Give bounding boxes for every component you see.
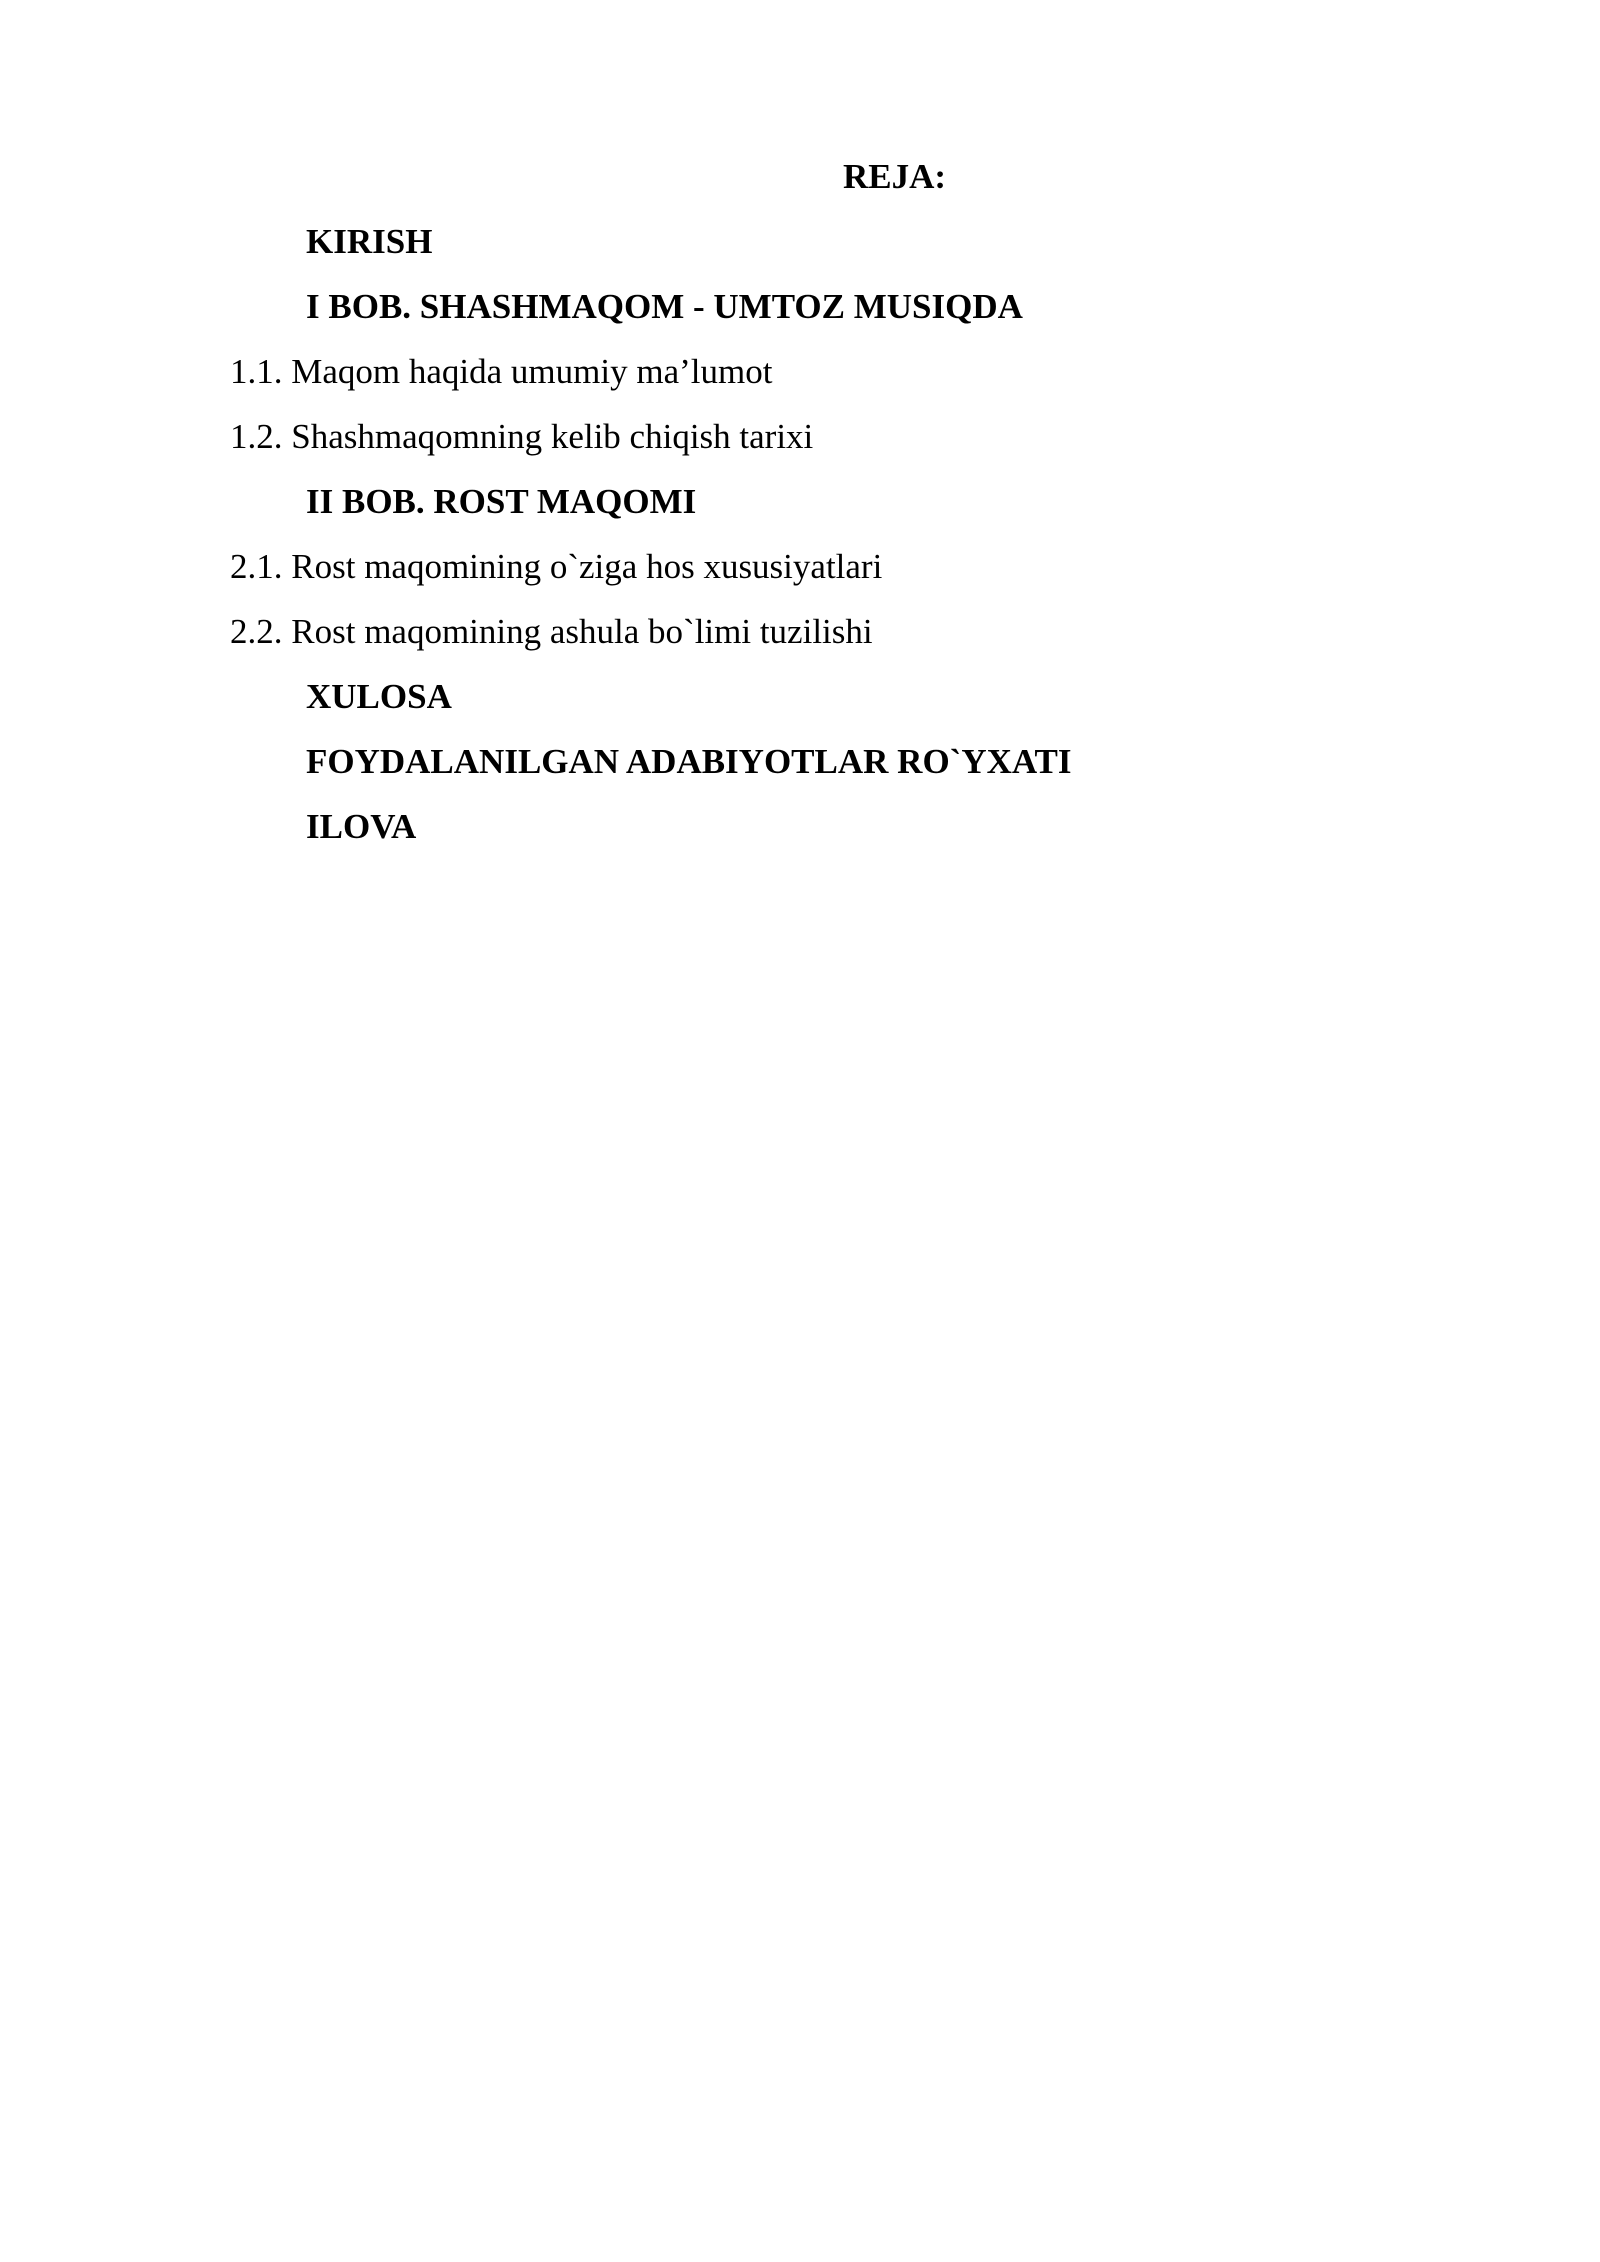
toc-item-conclusion: XULOSA	[306, 677, 452, 716]
document-title: REJA:	[843, 157, 947, 196]
toc-item-chapter-1: I BOB. SHASHMAQOM - UMTOZ MUSIQDA	[306, 287, 1023, 326]
toc-item-section-1-2: 1.2. Shashmaqomning kelib chiqish tarixi	[230, 417, 814, 456]
toc-item-chapter-2: II BOB. ROST MAQOMI	[306, 482, 697, 521]
toc-item-section-2-2: 2.2. Rost maqomining ashula bo`limi tuzilishi	[230, 612, 873, 651]
toc-item-appendix: ILOVA	[306, 807, 417, 846]
toc-item-section-1-1: 1.1. Maqom haqida umumiy ma’lumot	[230, 352, 773, 391]
toc-item-bibliography: FOYDALANILGAN ADABIYOTLAR RO`YXATI	[306, 742, 1072, 781]
toc-item-section-2-1: 2.1. Rost maqomining o`ziga hos xususiyatlari	[230, 547, 883, 586]
toc-item-introduction: KIRISH	[306, 222, 433, 261]
